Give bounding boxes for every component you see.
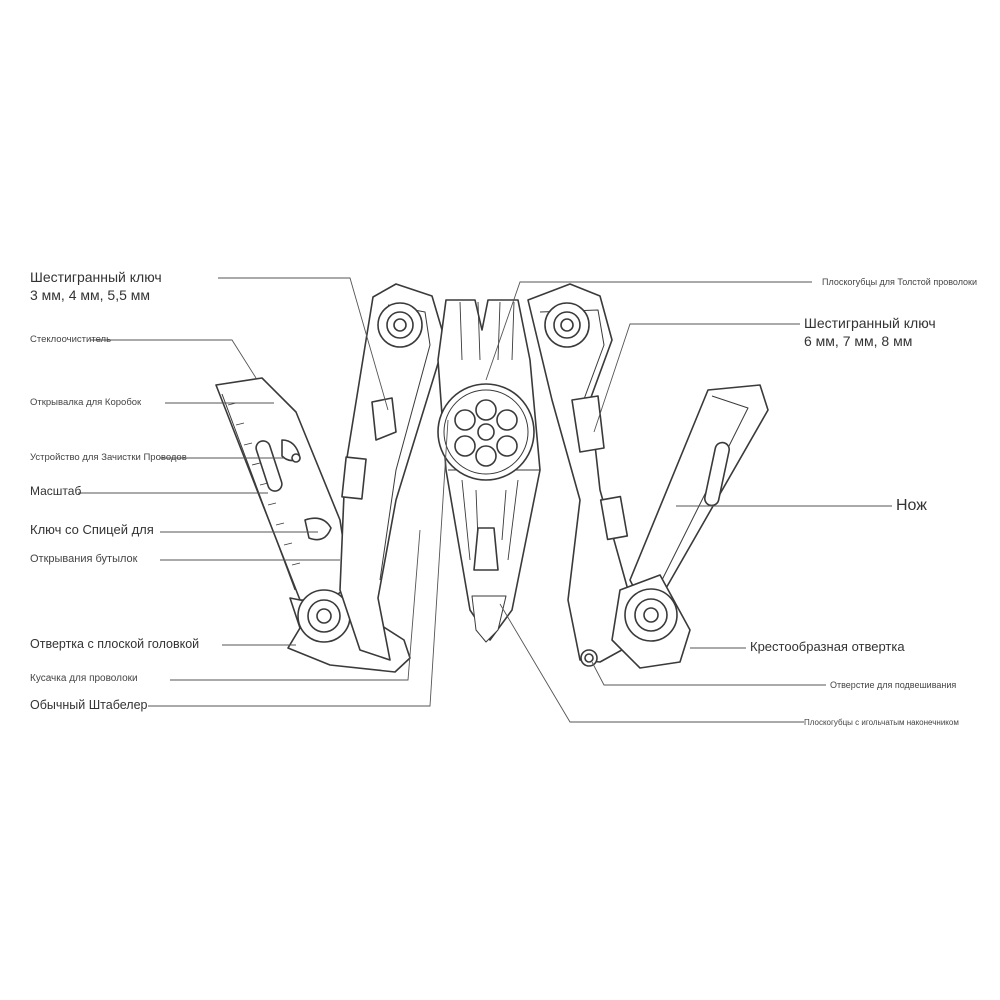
- label-hang-hole: Отверстие для подвешивания: [830, 680, 957, 690]
- label-box-opener: Открывалка для Коробок: [30, 397, 142, 408]
- label-stacker: Обычный Штабелер: [30, 698, 148, 712]
- label-hex-small: [30, 269, 162, 304]
- label-wire-cutter: Кусачка для проволоки: [30, 673, 138, 684]
- label-hex-small-line1: Шестигранный ключ: [30, 269, 162, 285]
- label-spoke-wrench: Ключ со Спицей для: [30, 522, 154, 537]
- label-needle-pliers: Плоскогубцы с игольчатым наконечником: [804, 718, 959, 727]
- label-wire-stripper: Устройство для Зачистки Проводов: [30, 452, 187, 463]
- label-flat-screwdriver: Отвертка с плоской головкой: [30, 637, 200, 651]
- label-knife: Нож: [896, 497, 927, 514]
- leader-hang: [592, 662, 826, 685]
- label-bottle-opener: Открывания бутылок: [30, 553, 138, 565]
- knife-blade: [630, 385, 768, 600]
- ruler-saw-blade: [216, 378, 350, 600]
- label-heavy-pliers: Плоскогубцы для Толстой проволоки: [822, 277, 978, 287]
- pliers-center: [438, 300, 540, 642]
- label-hex-large-line1: Шестигранный ключ: [804, 315, 936, 331]
- right-lower-handle: [612, 575, 690, 668]
- left-handle: [340, 284, 445, 660]
- label-scale: Масштаб: [30, 484, 82, 498]
- label-hex-small-line2: 3 мм, 4 мм, 5,5 мм: [30, 286, 151, 303]
- label-glass-cleaner: Стеклоочиститель: [30, 334, 112, 345]
- label-cross-screwdriver: Крестообразная отвертка: [750, 639, 905, 654]
- label-hex-large-line2: 6 мм, 7 мм, 8 мм: [804, 332, 913, 349]
- leader-glass: [90, 340, 256, 378]
- label-hex-large: [804, 315, 936, 350]
